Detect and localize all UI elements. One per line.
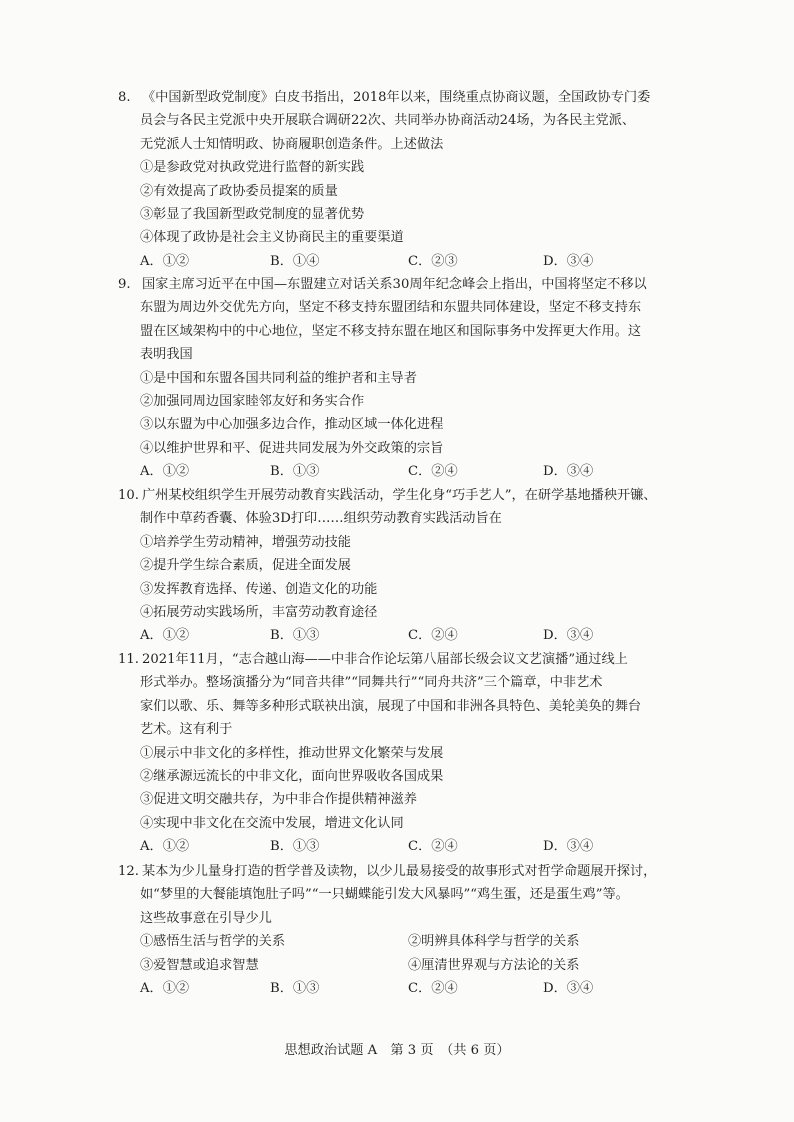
answer-choice-b: B．①③ (270, 464, 320, 480)
answer-choice-a: A．①② (140, 464, 190, 480)
answer-choices (118, 977, 678, 1000)
answer-choice-a: A．①② (140, 628, 190, 644)
statement-option: ②提升学生综合素质，促进全面发展 (140, 558, 351, 574)
question-12-choices (118, 977, 678, 1000)
question-number: 9. (118, 277, 131, 292)
question-stem-line: 艺术。这有利于 (140, 722, 233, 738)
answer-choices (118, 460, 678, 483)
question-12 (118, 860, 678, 977)
question-stem-line: 家们以歌、乐、舞等多种形式联袂出演，展现了中国和非洲各具特色、美轮美奂的舞台 (140, 698, 642, 714)
question-10 (118, 484, 678, 648)
statement-option: ①是参政党对执政党进行监督的新实践 (140, 160, 365, 176)
statement-option: ④以维护世界和平、促进共同发展为外交政策的宗旨 (140, 440, 444, 456)
answer-choices (118, 835, 678, 858)
statement-option: ①培养学生劳动精神，增强劳动技能 (140, 534, 351, 550)
answer-choice-d: D．③④ (543, 628, 594, 644)
answer-choice-d: D．③④ (543, 253, 594, 269)
question-stem-line: 表明我国 (140, 347, 193, 363)
answer-choices (118, 624, 678, 647)
answer-choice-b: B．①③ (270, 981, 320, 996)
question-stem-line: 12. 某本为少儿量身打造的哲学普及读物，以少儿最易接受的故事形式对哲学命题展开探讨， (118, 860, 678, 883)
question-stem-line: 8. 《中国新型政党制度》白皮书指出，2018年以来，围绕重点协商议题，全国政协专门委 (118, 86, 678, 109)
statement-option: ③爱智慧或追求智慧 (140, 957, 259, 973)
question-stem-line: 10. 广州某校组织学生开展劳动教育实践活动，学生化身“巧手艺人”，在研学基地播秧开镰、 (118, 484, 678, 507)
answer-choice-b: B．①③ (270, 628, 320, 644)
statement-option: ④拓展劳动实践场所，丰富劳动教育途径 (140, 604, 378, 620)
answer-choice-a: A．①② (140, 981, 190, 996)
statement-option: ①是中国和东盟各国共同利益的维护者和主导者 (140, 370, 417, 386)
page-footer: 思想政治试题 A 第 3 页 （共 6 页） (284, 1043, 510, 1058)
question-number: 12. (118, 864, 139, 879)
answer-choice-a: A．①② (140, 839, 190, 855)
question-stem-line: 员会与各民主党派中央开展联合调研22次、共同举办协商活动24场，为各民主党派、 (140, 113, 636, 129)
question-stem-line: 无党派人士知情明政、协商履职创造条件。上述做法 (140, 136, 444, 152)
answer-choice-d: D．③④ (543, 464, 594, 480)
answer-choice-d: D．③④ (543, 981, 594, 996)
answer-choice-b: B．①③ (270, 839, 320, 855)
statement-option-row (118, 930, 678, 953)
question-stem-line: 制作中草药香囊、体验3D打印……组织劳动教育实践活动旨在 (140, 511, 502, 527)
question-stem-line: 盟在区域架构中的中心地位，坚定不移支持东盟在地区和国际事务中发挥更大作用。这 (140, 323, 642, 339)
statement-option: ②继承源远流长的中非文化，面向世界吸收各国成果 (140, 768, 444, 784)
answer-choice-c: C．②④ (408, 981, 458, 996)
statement-option: ①展示中非文化的多样性，推动世界文化繁荣与发展 (140, 745, 444, 761)
answer-choice-c: C．②④ (408, 839, 458, 855)
question-11 (118, 648, 678, 859)
answer-choice-c: C．②④ (408, 464, 458, 480)
question-stem-line: 这些故事意在引导少儿 (140, 910, 272, 926)
question-8 (118, 86, 678, 273)
statement-option: ④体现了政协是社会主义协商民主的重要渠道 (140, 230, 404, 246)
statement-option: ④实现中非文化在交流中发展，增进文化认同 (140, 815, 404, 831)
statement-option: ②有效提高了政协委员提案的质量 (140, 183, 338, 199)
answer-choice-d: D．③④ (543, 839, 594, 855)
question-stem-line: 11. 2021年11月，“志合越山海——中非合作论坛第八届部长级会议文艺演播”通过线上 (118, 648, 678, 671)
question-number: 8. (118, 90, 131, 105)
question-stem-line: 东盟为周边外交优先方向，坚定不移支持东盟团结和东盟共同体建设，坚定不移支持东 (140, 300, 642, 316)
answer-choices (118, 250, 678, 273)
question-9 (118, 273, 678, 484)
question-number: 10. (118, 488, 139, 503)
statement-option: ③彰显了我国新型政党制度的显著优势 (140, 206, 365, 222)
statement-option: ①感悟生活与哲学的关系 (140, 934, 286, 950)
question-number: 11. (118, 652, 139, 667)
statement-option: ④厘清世界观与方法论的关系 (408, 957, 580, 973)
answer-choices (118, 954, 678, 977)
statement-option: ②加强同周边国家睦邻友好和务实合作 (140, 393, 365, 409)
statement-option: ③发挥教育选择、传递、创造文化的功能 (140, 581, 378, 597)
question-stem-line: 9. 国家主席习近平在中国—东盟建立对话关系30周年纪念峰会上指出，中国将坚定不移以 (118, 273, 678, 296)
statement-option: ③促进文明交融共存，为中非合作提供精神滋养 (140, 792, 417, 808)
statement-option: ③以东盟为中心加强多边合作，推动区域一体化进程 (140, 417, 444, 433)
answer-choice-b: B．①④ (270, 253, 320, 269)
question-stem-line: 如“梦里的大餐能填饱肚子吗”“一只蝴蝶能引发大风暴吗”“鸡生蛋，还是蛋生鸡”等。 (140, 887, 629, 903)
statement-option: ②明辨具体科学与哲学的关系 (408, 934, 580, 950)
answer-choice-c: C．②④ (408, 628, 458, 644)
question-stem-line: 形式举办。整场演播分为“同音共律”“同舞共行”“同舟共济”三个篇章，中非艺术 (140, 675, 603, 691)
answer-choice-c: C．②③ (408, 253, 458, 269)
answer-choice-a: A．①② (140, 253, 190, 269)
